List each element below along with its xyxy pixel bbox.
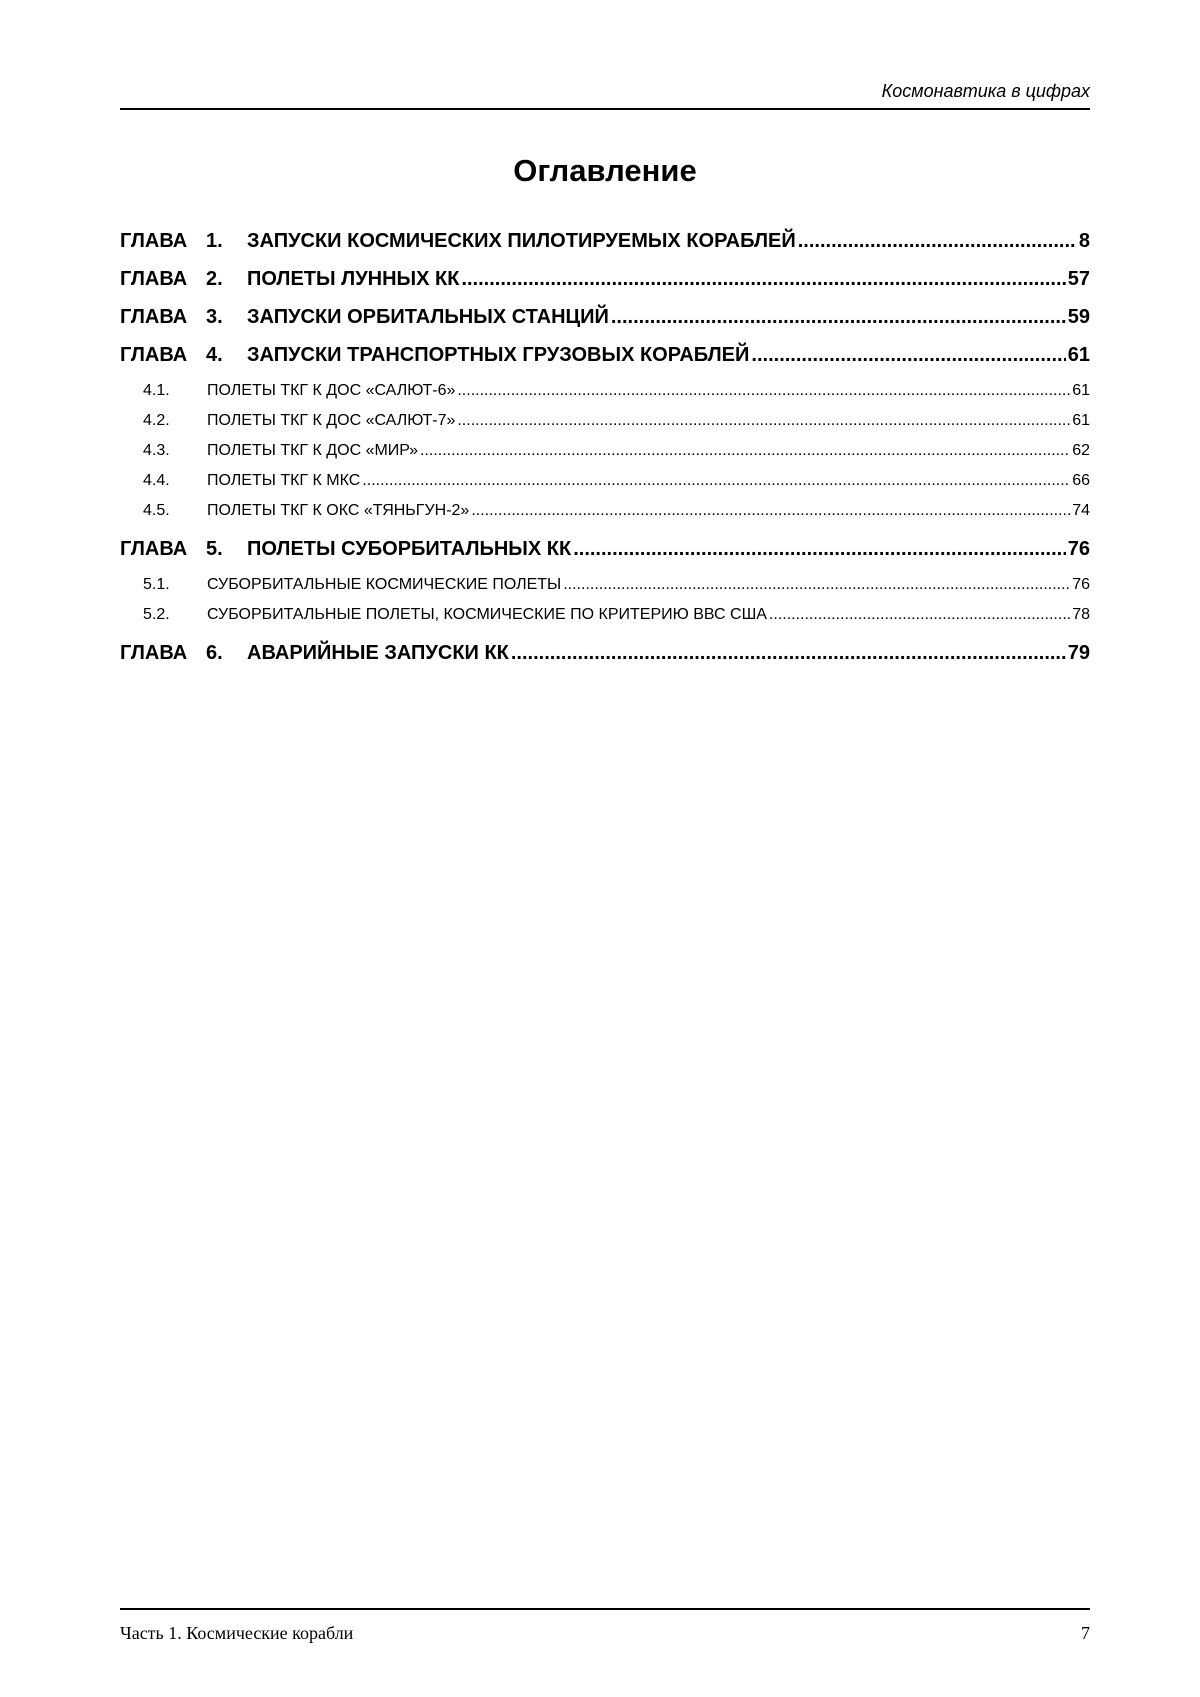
- toc-number: 4.: [206, 344, 223, 366]
- toc-leader: [769, 606, 1070, 624]
- toc-label: ГЛАВА: [120, 344, 188, 366]
- toc-page: 76: [1067, 538, 1090, 560]
- toc-leader: [563, 576, 1070, 594]
- toc-leader: [457, 382, 1070, 400]
- toc-leader: [751, 344, 1065, 367]
- toc-number: 6.: [206, 642, 223, 664]
- toc-leader: [457, 412, 1070, 430]
- toc-number: 1.: [206, 230, 223, 252]
- toc-chapter[interactable]: [120, 642, 1090, 680]
- page-title: Оглавление: [513, 152, 697, 188]
- toc-title: ПОЛЕТЫ ТКГ К ДОС «САЛЮТ-6»: [207, 382, 456, 399]
- page-number: 7: [1081, 1623, 1090, 1643]
- toc-section[interactable]: [120, 576, 1090, 606]
- toc-number: 4.4.: [143, 472, 170, 489]
- toc-number: 4.3.: [143, 442, 170, 459]
- toc-section[interactable]: [120, 472, 1090, 502]
- toc-page: 74: [1072, 502, 1090, 519]
- toc-title: ПОЛЕТЫ ТКГ К МКС: [207, 472, 361, 489]
- toc-title: ЗАПУСКИ ОРБИТАЛЬНЫХ СТАНЦИЙ: [247, 306, 609, 328]
- toc-title: ПОЛЕТЫ ТКГ К ДОС «МИР»: [207, 442, 418, 459]
- toc-page: 61: [1072, 382, 1090, 399]
- toc-chapter[interactable]: [120, 268, 1090, 306]
- toc-page: 76: [1072, 576, 1090, 593]
- toc-page: 57: [1067, 268, 1090, 290]
- toc-leader: [471, 502, 1070, 520]
- toc-title: СУБОРБИТАЛЬНЫЕ ПОЛЕТЫ, КОСМИЧЕСКИЕ ПО КРИТЕРИЮ ВВС США: [207, 606, 767, 623]
- toc-leader: [798, 230, 1077, 253]
- running-head: Космонавтика в цифрах: [881, 81, 1090, 101]
- toc-label: ГЛАВА: [120, 268, 188, 290]
- toc-title: АВАРИЙНЫЕ ЗАПУСКИ КК: [247, 642, 509, 664]
- toc-number: 4.5.: [143, 502, 170, 519]
- toc-label: ГЛАВА: [120, 642, 188, 664]
- toc-number: 5.: [206, 538, 223, 560]
- toc-page: 78: [1072, 606, 1090, 623]
- toc-section[interactable]: [120, 442, 1090, 472]
- toc-page: 61: [1067, 344, 1090, 366]
- toc-page: 59: [1067, 306, 1090, 328]
- footer-rule: [120, 1608, 1090, 1610]
- table-of-contents: [120, 230, 1090, 680]
- toc-number: 3.: [206, 306, 223, 328]
- toc-page: 61: [1072, 412, 1090, 429]
- toc-title: СУБОРБИТАЛЬНЫЕ КОСМИЧЕСКИЕ ПОЛЕТЫ: [207, 576, 562, 593]
- toc-number: 5.2.: [143, 606, 170, 623]
- toc-title: ПОЛЕТЫ СУБОРБИТАЛЬНЫХ КК: [247, 538, 572, 560]
- header-rule: [120, 108, 1090, 110]
- toc-section[interactable]: [120, 502, 1090, 532]
- toc-page: 79: [1067, 642, 1090, 664]
- toc-leader: [511, 642, 1066, 665]
- toc-title: ПОЛЕТЫ ТКГ К ДОС «САЛЮТ-7»: [207, 412, 456, 429]
- toc-title: ПОЛЕТЫ ТКГ К ОКС «ТЯНЬГУН-2»: [207, 502, 470, 519]
- toc-leader: [420, 442, 1070, 460]
- toc-label: ГЛАВА: [120, 538, 188, 560]
- toc-page: 66: [1072, 472, 1090, 489]
- toc-number: 4.2.: [143, 412, 170, 429]
- toc-title: ЗАПУСКИ ТРАНСПОРТНЫХ ГРУЗОВЫХ КОРАБЛЕЙ: [247, 344, 750, 366]
- toc-section[interactable]: [120, 606, 1090, 636]
- toc-leader: [461, 268, 1065, 291]
- toc-page: 8: [1078, 230, 1090, 252]
- toc-title: ПОЛЕТЫ ЛУННЫХ КК: [247, 268, 460, 290]
- toc-chapter[interactable]: [120, 344, 1090, 382]
- toc-section[interactable]: [120, 382, 1090, 412]
- toc-page: 62: [1072, 442, 1090, 459]
- footer-part: Часть 1. Космические корабли: [120, 1623, 354, 1643]
- toc-number: 2.: [206, 268, 223, 290]
- toc-number: 4.1.: [143, 382, 170, 399]
- toc-title: ЗАПУСКИ КОСМИЧЕСКИХ ПИЛОТИРУЕМЫХ КОРАБЛЕЙ: [247, 230, 796, 252]
- toc-leader: [611, 306, 1066, 329]
- toc-label: ГЛАВА: [120, 230, 188, 252]
- toc-chapter[interactable]: [120, 538, 1090, 576]
- toc-leader: [573, 538, 1066, 561]
- toc-chapter[interactable]: [120, 306, 1090, 344]
- toc-number: 5.1.: [143, 576, 170, 593]
- toc-leader: [362, 472, 1070, 490]
- toc-label: ГЛАВА: [120, 306, 188, 328]
- toc-section[interactable]: [120, 412, 1090, 442]
- toc-chapter[interactable]: [120, 230, 1090, 268]
